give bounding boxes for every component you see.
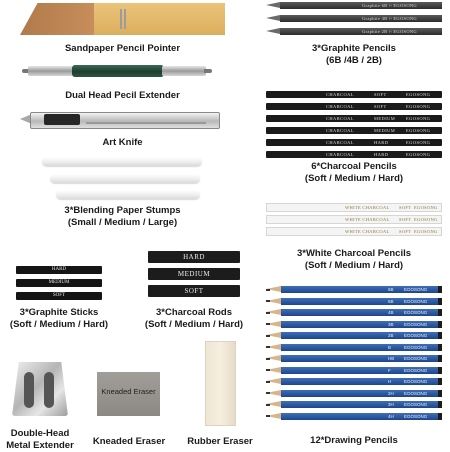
- graphite-sticks-group: [16, 266, 102, 300]
- sandpaper-pencil-pointer: [20, 3, 225, 35]
- charcoal-pencils-group: [266, 91, 442, 155]
- charcoal-pencil: CHARCOAL HARD EGOSONG: [266, 139, 442, 146]
- white-charcoal-group: [266, 203, 442, 237]
- drawing-pencil: H EGOSONG: [266, 378, 442, 385]
- rubber-eraser: [205, 341, 236, 426]
- extender-caption: Dual Head Pecil Extender: [65, 90, 180, 101]
- charcoal-pencil: CHARCOAL SOFT EGOSONG: [266, 91, 442, 98]
- charcoal-pencil: CHARCOAL SOFT EGOSONG: [266, 103, 442, 110]
- blending-stump-medium: [50, 174, 200, 183]
- drawing-pencil: 2B EGOSONG: [266, 332, 442, 339]
- graphite-pencils-group: [266, 2, 442, 34]
- sandpaper-staple: [120, 9, 122, 29]
- blending-stump-large: [42, 157, 202, 166]
- graphite-pencil: [266, 15, 442, 22]
- art-knife: [20, 110, 220, 130]
- graphite-stick: SOFT: [16, 292, 102, 300]
- rubber-eraser-caption: Rubber Eraser: [187, 436, 253, 447]
- sharpener-hole: [44, 372, 54, 408]
- kneaded-eraser-caption: Kneaded Eraser: [92, 436, 166, 447]
- charcoal-rods-caption: 3*Charcoal Rods (Soft / Medium / Hard): [144, 307, 244, 330]
- blending-stump-small: [56, 190, 200, 199]
- knife-slider: [44, 114, 80, 125]
- extender-grip: [72, 65, 164, 77]
- blending-stumps-group: [42, 157, 204, 201]
- blending-stumps-caption: 3*Blending Paper Stumps (Small / Medium / Large): [64, 205, 181, 228]
- drawing-pencil: 4H EGOSONG: [266, 413, 442, 420]
- drawing-pencils-caption: 12*Drawing Pencils: [310, 435, 398, 446]
- charcoal-rod: HARD: [148, 251, 240, 263]
- sandpaper-pad: [94, 3, 225, 35]
- graphite-pencil-label: Graphite 4B ⁞⁞ EGOSONG: [362, 16, 417, 21]
- sandpaper-wood-handle: [20, 3, 100, 35]
- drawing-pencil: 3B EGOSONG: [266, 321, 442, 328]
- pencil-extender: [22, 64, 212, 78]
- graphite-stick: MEDIUM: [16, 279, 102, 287]
- drawing-pencils-group: [266, 286, 442, 426]
- charcoal-pencil: CHARCOAL MEDIUM EGOSONG: [266, 115, 442, 122]
- art-knife-caption: Art Knife: [102, 137, 143, 148]
- sandpaper-staple: [124, 9, 126, 29]
- charcoal-pencils-caption: 6*Charcoal Pencils (Soft / Medium / Hard): [304, 161, 404, 184]
- sandpaper-caption: Sandpaper Pencil Pointer: [64, 43, 181, 54]
- charcoal-rod: SOFT: [148, 285, 240, 297]
- knife-stripe: [86, 122, 206, 124]
- graphite-stick: HARD: [16, 266, 102, 274]
- graphite-pencil: [266, 2, 442, 9]
- drawing-pencil: 6B EGOSONG: [266, 286, 442, 293]
- white-charcoal-pencil: WHITE CHARCOAL SOFT EGOSONG: [266, 215, 442, 224]
- sharpener-caption: Double-Head Metal Extender: [6, 428, 74, 451]
- drawing-pencil: HB EGOSONG: [266, 355, 442, 362]
- charcoal-rod: MEDIUM: [148, 268, 240, 280]
- drawing-pencil: 3H EGOSONG: [266, 401, 442, 408]
- drawing-pencil: 4B EGOSONG: [266, 309, 442, 316]
- double-head-sharpener: [8, 358, 70, 418]
- charcoal-pencil: CHARCOAL HARD EGOSONG: [266, 151, 442, 158]
- charcoal-pencil: CHARCOAL MEDIUM EGOSONG: [266, 127, 442, 134]
- white-charcoal-caption: 3*White Charcoal Pencils (Soft / Medium / Hard): [296, 248, 412, 271]
- graphite-pencil: [266, 28, 442, 35]
- charcoal-rods-group: [148, 251, 240, 299]
- kneaded-eraser: [97, 372, 160, 416]
- white-charcoal-pencil: WHITE CHARCOAL SOFT EGOSONG: [266, 203, 442, 212]
- graphite-pencil-label: Graphite 6B ⁞⁞ EGOSONG: [362, 3, 417, 8]
- kneaded-eraser-print: Kneaded Eraser: [101, 387, 156, 396]
- drawing-pencil: B EGOSONG: [266, 344, 442, 351]
- graphite-pencil-label: Graphite 2B ⁞⁞ EGOSONG: [362, 29, 417, 34]
- drawing-pencil: 2H EGOSONG: [266, 390, 442, 397]
- drawing-pencil: 5B EGOSONG: [266, 298, 442, 305]
- graphite-pencils-caption: 3*Graphite Pencils (6B /4B / 2B): [312, 43, 396, 66]
- drawing-pencil: F EGOSONG: [266, 367, 442, 374]
- sharpener-hole: [24, 372, 34, 408]
- white-charcoal-pencil: WHITE CHARCOAL SOFT EGOSONG: [266, 227, 442, 236]
- graphite-sticks-caption: 3*Graphite Sticks (Soft / Medium / Hard): [9, 307, 109, 330]
